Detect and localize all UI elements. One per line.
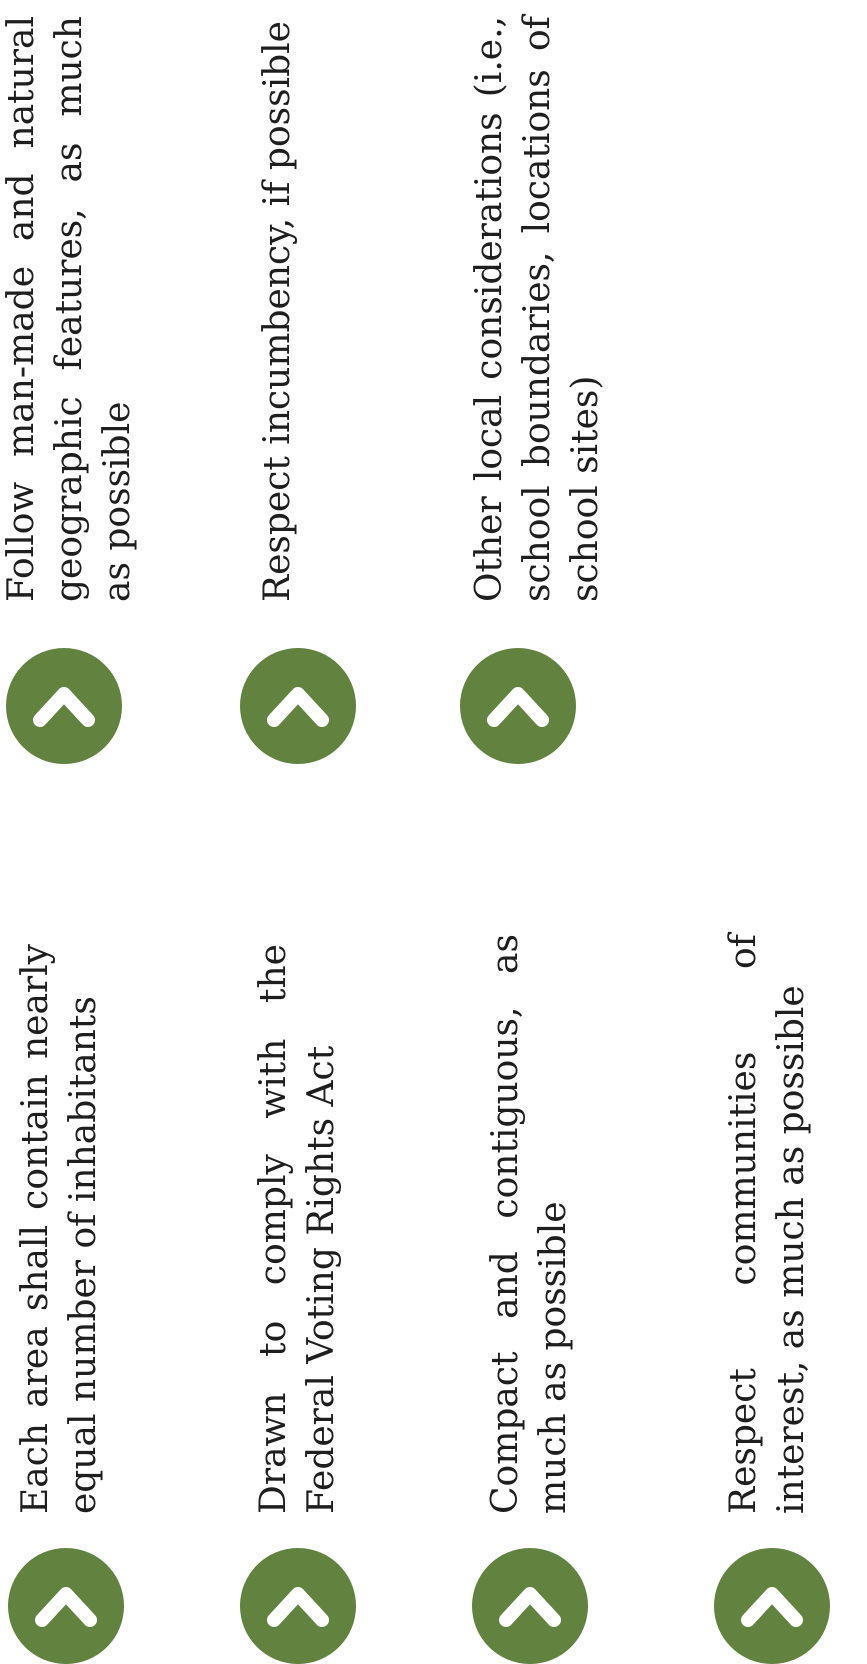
chevron-check-circle-icon: [460, 648, 576, 764]
criterion-text: Each area shall contain nearly equal number of inhabitants: [15, 944, 104, 1514]
criterion-text: Respect incumbency, if possible: [257, 21, 298, 602]
criterion-text: Respect communities of interest, as much as possible: [723, 934, 812, 1514]
criterion-text: Compact and contiguous, as much as possible: [485, 934, 574, 1514]
chevron-check-circle-icon: [240, 648, 356, 764]
chevron-check-circle-icon: [6, 648, 122, 764]
criterion-text: Follow man-made and natural geographic features, as much as possible: [1, 16, 138, 602]
chevron-check-circle-icon: [8, 1548, 124, 1664]
chevron-check-circle-icon: [472, 1548, 588, 1664]
criterion-text: Other local considerations (i.e., school boundaries, locations of school sites): [469, 16, 606, 602]
chevron-check-circle-icon: [240, 1548, 356, 1664]
chevron-check-circle-icon: [714, 1548, 830, 1664]
criterion-text: Drawn to comply with the Federal Voting Rights Act: [253, 944, 342, 1514]
